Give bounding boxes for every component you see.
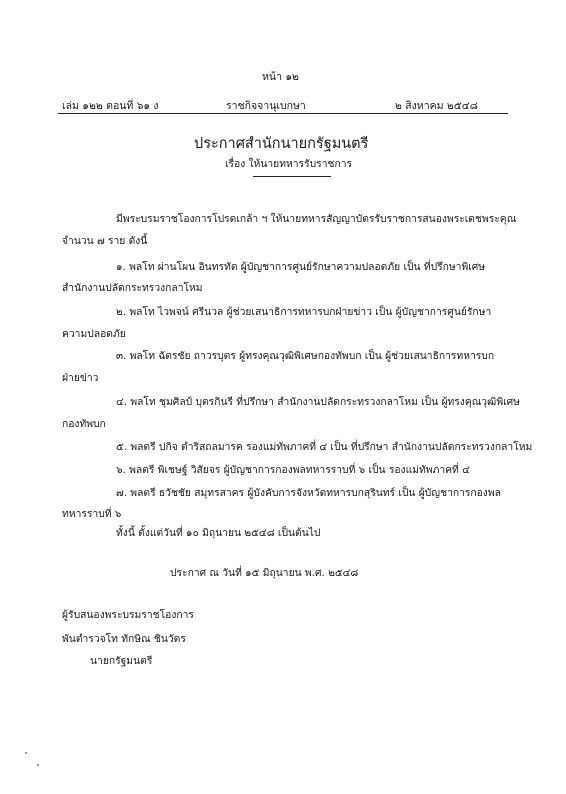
intro-line-2: จำนวน ๗ ราย ดังนี้ — [62, 235, 148, 247]
intro-line-1: มีพระบรมราชโองการโปรดเกล้า ฯ ให้นายทหารสัญญาบัตรรับราชการสนองพระเดชพระคุณ — [116, 213, 517, 225]
scan-speck — [25, 752, 27, 754]
title-underline — [253, 176, 331, 177]
item-2-line-2: ความปลอดภัย — [62, 328, 126, 340]
document-title: ประกาศสำนักนายกรัฐมนตรี — [194, 136, 369, 152]
item-4-line-1: ๔. พลโท ชุมศิลป์ บุตรกินรี ที่ปรึกษา สำนักงานปลัดกระทรวงกลาโหม เป็น ผู้ทรงคุณวุฒิพิเศษ — [116, 396, 520, 408]
announcement-date: ประกาศ ณ วันที่ ๑๕ มิถุนายน พ.ศ. ๒๕๔๘ — [170, 567, 359, 579]
item-7-line-2: ทหารราบที่ ๖ — [62, 508, 122, 520]
signatory-name: พันตำรวจโท ทักษิณ ชินวัตร — [62, 633, 186, 645]
header-rule — [58, 113, 508, 114]
volume-issue: เล่ม ๑๒๒ ตอนที่ ๖๑ ง — [62, 100, 159, 112]
gazette-date: ๒ สิงหาคม ๒๕๔๘ — [395, 100, 478, 112]
item-3-line-2: ฝ่ายข่าว — [62, 372, 99, 384]
item-2-line-1: ๒. พลโท ไวพจน์ ศรีนวล ผู้ช่วยเสนาธิการทหารบกฝ่ายข่าว เป็น ผู้บัญชาการศูนย์รักษา — [116, 306, 492, 318]
scan-speck — [37, 764, 39, 766]
item-5-line-1: ๕. พลตรี ปกิจ ดำริสถลมารค รองแม่ทัพภาคที่ ๔ เป็น ที่ปรึกษา สำนักงานปลัดกระทรวงกลาโหม — [116, 441, 533, 453]
item-3-line-1: ๓. พลโท ฉัตรชัย ถาวรบุตร ผู้ทรงคุณวุฒิพิเศษกองทัพบก เป็น ผู้ช่วยเสนาธิการทหารบก — [116, 350, 495, 362]
document-subject: เรื่อง ให้นายทหารรับราชการ — [225, 158, 353, 170]
item-4-line-2: กองทัพบก — [62, 418, 106, 430]
item-6-line-1: ๖. พลตรี พิเชษฐ์ วิสัยจร ผู้บัญชาการกองพลทหารราบที่ ๖ เป็น รองแม่ทัพภาคที่ ๔ — [116, 464, 470, 476]
item-1-line-2: สำนักงานปลัดกระทรวงกลาโหม — [62, 282, 203, 294]
page-number: หน้า ๑๒ — [262, 71, 299, 83]
signature-role: ผู้รับสนองพระบรมราชโองการ — [62, 609, 194, 621]
item-1-line-1: ๑. พลโท ผ่านโผน อินทรทัต ผู้บัญชาการศูนย์รักษาความปลอดภัย เป็น ที่ปรึกษาพิเศษ — [116, 261, 486, 273]
gazette-name: ราชกิจจานุเบกษา — [226, 100, 306, 112]
item-7-line-1: ๗. พลตรี ธวัชชัย สมุทรสาคร ผู้บังคับการจังหวัดทหารบกสุรินทร์ เป็น ผู้บัญชาการกองพล — [116, 487, 501, 499]
signatory-position: นายกรัฐมนตรี — [90, 655, 153, 667]
effective-date: ทั้งนี้ ตั้งแต่วันที่ ๑๐ มิถุนายน ๒๕๔๘ เป็นต้นไป — [116, 527, 321, 539]
